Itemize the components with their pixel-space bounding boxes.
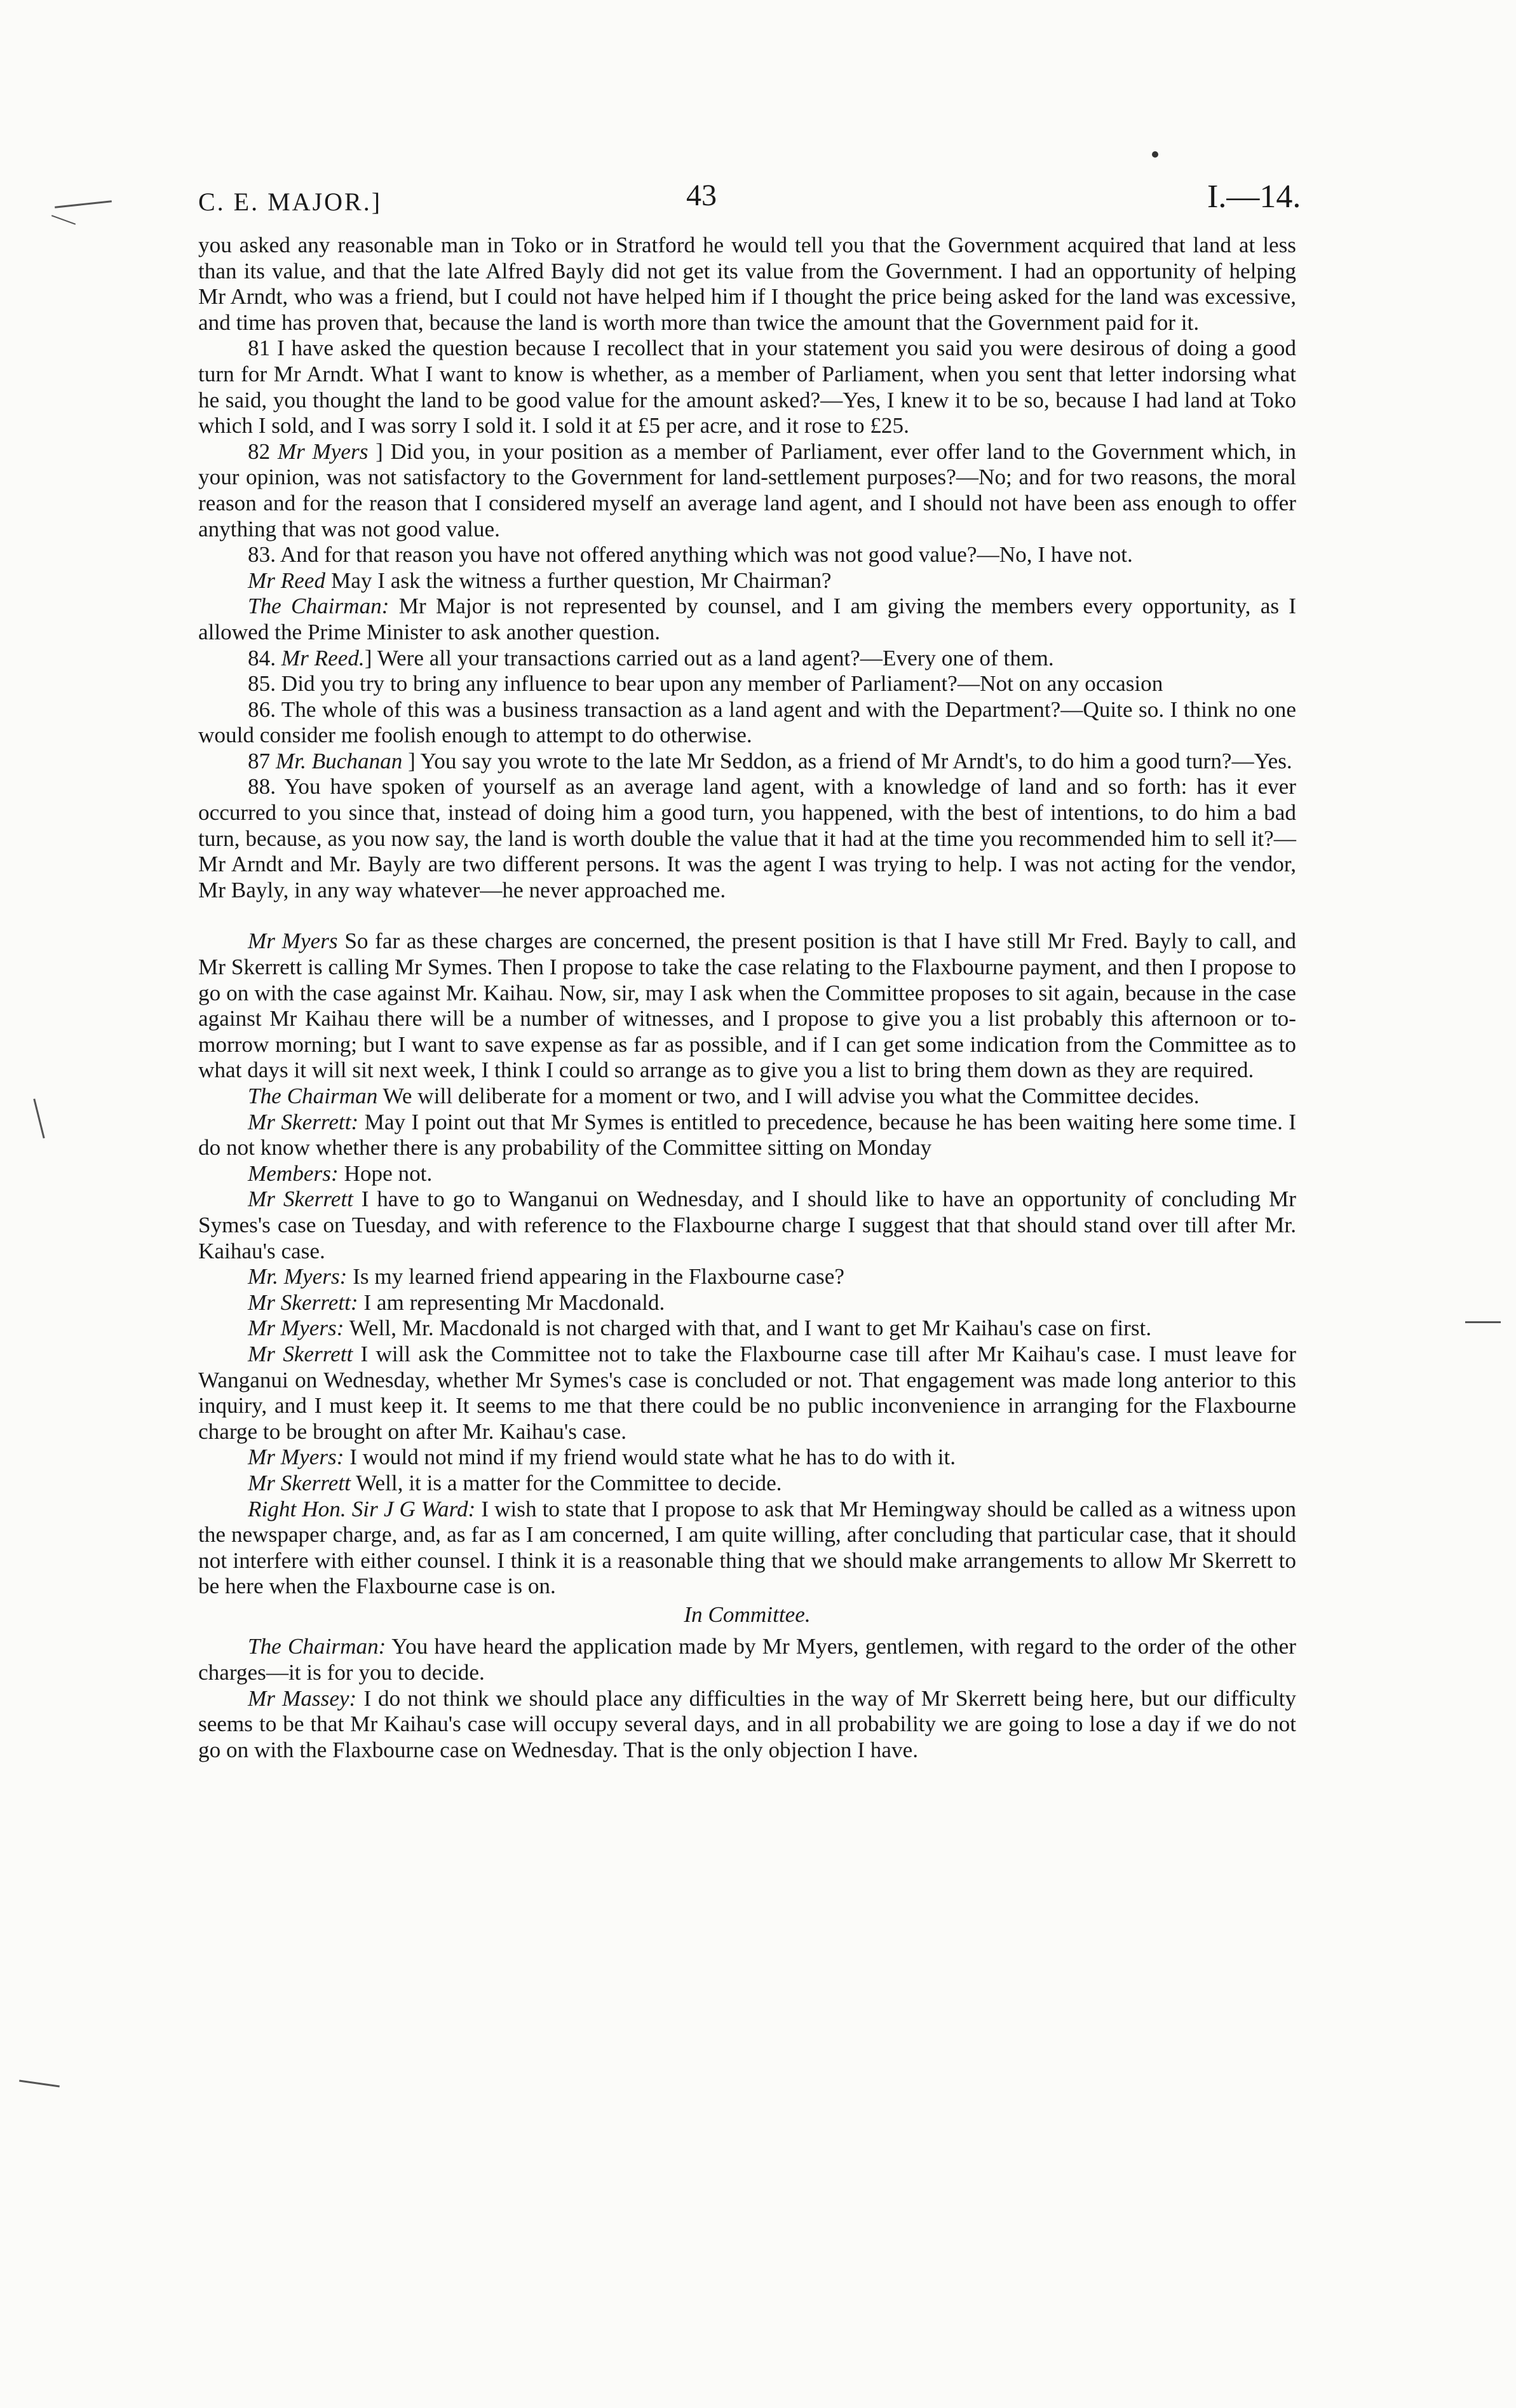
margin-mark <box>33 1099 44 1139</box>
speaker: Mr Myers: <box>248 1445 344 1470</box>
paragraph: 83. And for that reason you have not offered anything which was not good value?—No, I have not. <box>248 542 1133 568</box>
paragraph <box>198 1290 1296 1316</box>
paragraph <box>198 1084 1296 1110</box>
speech: You have heard the application made by Mr Myers, gentlemen, with regard to the order of the other charges—it is for you to decide. <box>198 1634 1296 1685</box>
speech: ] Did you, in your position as a member of Parliament, ever offer land to the Government which, in your opinion, was not satisfactory to the Government for land-settlement purposes?—No; and for two reasons, the moral reason and for the reason that I considered myself an average land agent, and I should not have been ass enough to offer anything that was not good value. <box>198 439 1297 541</box>
ink-speck <box>1152 151 1158 158</box>
speech: I would not mind if my friend would state what he has to do with it. <box>349 1445 956 1470</box>
question-number: 82 <box>248 439 271 464</box>
paragraph <box>198 1264 1296 1290</box>
speech: I wish to state that I propose to ask that Mr Hemingway should be called as a witness upon the newspaper charge, and, as far as I am concerned, I am quite willing, after concluding that particular case, that it should not interfere with either counsel. I think it is a reasonable thing that we should make arrangements to allow Mr Skerrett to be here when the Flaxbourne case is on. <box>198 1496 1296 1599</box>
transcript-body <box>198 233 1296 1763</box>
paragraph <box>198 646 1296 672</box>
speech: ] Were all your transactions carried out as a land agent?—Every one of them. <box>364 645 1054 670</box>
speaker: Right Hon. Sir J G Ward: <box>248 1496 476 1521</box>
speech: Hope not. <box>344 1160 433 1186</box>
paragraph <box>198 1342 1296 1445</box>
page-header <box>0 178 1516 222</box>
paper-reference: I.—14. <box>1207 179 1301 215</box>
speech: Well, Mr. Macdonald is not charged with that, and I want to get Mr Kaihau's case on first. <box>349 1316 1152 1341</box>
speech: I have to go to Wanganui on Wednesday, and I should like to have an opportunity of concluding Mr Symes's case on Tuesday, and with reference to the Flaxbourne charge I suggest that that should stand over till after Mr. Kaihau's case. <box>198 1187 1296 1263</box>
speech: I do not think we should place any difficulties in the way of Mr Skerrett being here, but our difficulty seems to be that Mr Kaihau's case will occupy several days, and in all probability we are going to lose a day if we do not go on with the Flaxbourne case on Wednesday. That is the only objection I have. <box>198 1685 1297 1762</box>
speech: Well, it is a matter for the Committee to decide. <box>356 1470 782 1495</box>
speaker: Mr Reed <box>248 568 326 593</box>
paragraph: 81 I have asked the question because I recollect that in your statement you said you were desirous of doing a good turn for Mr Arndt. What I want to know is whether, as a member of Parliament, when you sent that letter indorsing what he said, you thought the land to be good value for the amount asked?—Yes, I knew it to be so, because I had land at Toko which I sold, and I was sorry I sold it. I sold it at £5 per acre, and it rose to £25. <box>198 336 1296 439</box>
speaker: Mr. Myers: <box>248 1264 348 1289</box>
speaker: Members: <box>248 1160 339 1186</box>
speaker: Mr Reed. <box>281 645 365 670</box>
page-number: 43 <box>686 179 717 212</box>
speech: I am representing Mr Macdonald. <box>363 1289 665 1315</box>
speech: ] You say you wrote to the late Mr Seddon, as a friend of Mr Arndt's, to do him a good turn?—Yes. <box>408 748 1292 773</box>
speech: Is my learned friend appearing in the Flaxbourne case? <box>353 1264 844 1289</box>
speaker: The Chairman: <box>248 594 389 619</box>
paragraph <box>198 1187 1296 1264</box>
speaker: Mr Myers <box>277 439 369 464</box>
speaker: Mr Skerrett: <box>248 1109 359 1134</box>
speaker: Mr Myers <box>248 929 338 954</box>
margin-mark <box>1465 1321 1501 1323</box>
paragraph: 88. You have spoken of yourself as an average land agent, with a knowledge of land and so forth: has it ever occurred to you since that, instead of doing him a good turn, you happened, with the best of intentions, to do him a bad turn, because, as you now say, the land is worth double the value that it had at the time you recommended him to sell it?—Mr Arndt and Mr. Bayly are two different persons. It was the agent I was trying to help. I was not acting for the vendor, Mr Bayly, in any way whatever—he never approached me. <box>198 774 1296 902</box>
speaker: The Chairman <box>248 1084 378 1108</box>
speech: Mr Major is not represented by counsel, and I am giving the members every opportunity, as I allowed the Prime Minister to ask another question. <box>198 594 1297 644</box>
paragraph <box>198 1634 1296 1685</box>
header-author: C. E. MAJOR.] <box>198 187 382 216</box>
speaker: Mr Massey: <box>248 1685 357 1711</box>
paragraph <box>198 1316 1296 1342</box>
paragraph <box>198 1161 1296 1187</box>
speaker: Mr Skerrett: <box>248 1289 358 1315</box>
section-heading: In Committee. <box>684 1602 811 1627</box>
speech: I will ask the Committee not to take the Flaxbourne case till after Mr Kaihau's case. I must leave for Wanganui on Wednesday, whether Mr Symes's case is concluded or not. That engagement was made long anterior to this inquiry, and I must keep it. It seems to me that there could be no public inconvenience in arranging for the Flaxbourne charge to be brought on after Mr. Kaihau's case. <box>198 1341 1296 1444</box>
speech: May I ask the witness a further question, Mr Chairman? <box>330 568 832 593</box>
speech: May I point out that Mr Symes is entitled to precedence, because he has been waiting here some time. I do not know whether there is any probability of the Committee sitting on Monday <box>198 1109 1296 1160</box>
paragraph <box>198 1445 1296 1471</box>
speaker: Mr Skerrett <box>248 1341 353 1366</box>
paragraph <box>198 749 1296 775</box>
speaker: Mr. Buchanan <box>275 748 403 773</box>
question-number: 87 <box>248 748 271 773</box>
paragraph <box>198 1686 1296 1764</box>
paragraph <box>198 568 1296 594</box>
paragraph: you asked any reasonable man in Toko or in Stratford he would tell you that the Government acquired that land at less than its value, and that the late Alfred Bayly did not get its value from the Government. I had an opportunity of helping Mr Arndt, who was a friend, but I could not have helped him if I thought the price being asked for the land was excessive, and time has proven that, because the land is worth more than twice the amount that the Government paid for it. <box>198 233 1296 335</box>
paragraph <box>198 594 1296 645</box>
paragraph <box>198 929 1296 1084</box>
paragraph <box>198 439 1296 542</box>
paragraph <box>198 1497 1296 1600</box>
paragraph: 85. Did you try to bring any influence to bear upon any member of Parliament?—Not on any occasion <box>248 671 1163 697</box>
paragraph <box>198 1110 1296 1161</box>
paragraph <box>198 1471 1296 1497</box>
speaker: The Chairman: <box>248 1634 386 1659</box>
question-number: 84. <box>248 645 276 670</box>
speaker: Mr Skerrett <box>248 1470 351 1495</box>
paragraph: 86. The whole of this was a business transaction as a land agent and with the Department?—Quite so. I think no one would consider me foolish enough to attempt to do otherwise. <box>198 697 1296 748</box>
speaker: Mr Skerrett <box>248 1187 353 1212</box>
speech: So far as these charges are concerned, the present position is that I have still Mr Fred. Bayly to call, and Mr Skerrett is calling Mr Symes. Then I propose to take the case relating to the Flaxbourne payment, and then I propose to go on with the case against Mr. Kaihau. Now, sir, may I ask when the Committee proposes to sit again, because in the case against Mr Kaihau there will be a number of witnesses, and I propose to give you a list probably this afternoon or to-morrow morning; but I want to save expense as far as possible, and if I can get some indication from the Committee as to what days it will sit next week, I think I could so arrange as to give you a list to bring them down as they are required. <box>198 929 1297 1083</box>
margin-mark <box>19 2080 60 2088</box>
speech: We will deliberate for a moment or two, and I will advise you what the Committee decides. <box>382 1084 1200 1108</box>
speaker: Mr Myers: <box>248 1316 344 1341</box>
